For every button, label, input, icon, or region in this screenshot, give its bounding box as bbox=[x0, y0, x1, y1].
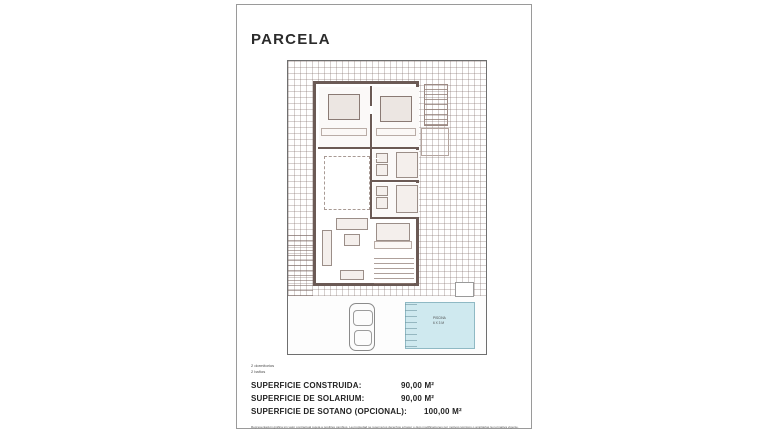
exterior-landing bbox=[421, 128, 449, 156]
bathroom-fixture-4 bbox=[376, 197, 388, 209]
note-bedrooms: 2 dormitorios bbox=[251, 363, 275, 368]
legend-row-solarium bbox=[251, 394, 519, 403]
pool-equipment-box bbox=[455, 282, 474, 297]
bed-furniture-2 bbox=[380, 96, 412, 122]
living-area-outline bbox=[324, 156, 370, 210]
legend-label-solarium: SUPERFICIE DE SOLARIUM: bbox=[251, 394, 365, 403]
note-bathrooms: 2 baños bbox=[251, 369, 266, 375]
bathroom-fixture-3 bbox=[376, 186, 388, 196]
pergola-hatch bbox=[288, 235, 313, 296]
house-footprint bbox=[313, 81, 419, 286]
interior-wall-horizontal-2 bbox=[372, 147, 419, 149]
dining-chairs bbox=[374, 241, 412, 249]
legend-value-construida: 90,00 M² bbox=[401, 381, 435, 390]
legend-row-construida bbox=[251, 381, 519, 390]
legend-label-construida: SUPERFICIE CONSTRUIDA: bbox=[251, 381, 362, 390]
wardrobe-1 bbox=[321, 128, 367, 136]
legend-value-sotano: 100,00 M² bbox=[424, 407, 462, 416]
legend-label-sotano: SUPERFICIE DE SOTANO (OPCIONAL): bbox=[251, 407, 408, 416]
pool-steps bbox=[405, 302, 417, 347]
interior-wall-horizontal-4 bbox=[372, 217, 419, 219]
entry-closet bbox=[340, 270, 364, 280]
entrance-steps bbox=[374, 256, 414, 284]
room-notes bbox=[251, 363, 274, 375]
plan-drawing bbox=[287, 60, 487, 355]
shower-2 bbox=[396, 185, 418, 213]
pool-label bbox=[433, 316, 446, 326]
pool-label-size: 6 X 3 M bbox=[433, 320, 444, 325]
floorplan-sheet bbox=[236, 4, 532, 429]
interior-wall-horizontal-1 bbox=[318, 147, 372, 149]
car-symbol bbox=[349, 303, 375, 351]
legend-row-sotano bbox=[251, 407, 519, 416]
sofa bbox=[336, 218, 368, 230]
bathroom-fixture-2 bbox=[376, 164, 388, 176]
pool-label-name: PISCINA bbox=[433, 316, 446, 320]
door-mark-2 bbox=[372, 158, 379, 159]
coffee-table bbox=[344, 234, 360, 246]
disclaimer-text: Representación gráfica sin valor contractual sujeta a posibles cambios. La propiedad se reserva los derechos a hacer o dejo modificaciones por motivos técnicos o ampliarlas la normativa vigente. bbox=[251, 425, 519, 429]
exterior-stair bbox=[424, 84, 448, 126]
kitchen-counter bbox=[322, 230, 332, 266]
area-legend bbox=[251, 381, 519, 420]
shower-1 bbox=[396, 152, 418, 178]
bed-furniture-1 bbox=[328, 94, 360, 120]
page-title: PARCELA bbox=[251, 31, 331, 48]
dining-table bbox=[376, 223, 410, 241]
wardrobe-2 bbox=[376, 128, 416, 136]
door-mark-1 bbox=[370, 106, 372, 114]
interior-wall-horizontal-3 bbox=[372, 180, 419, 182]
legend-value-solarium: 90,00 M² bbox=[401, 394, 435, 403]
